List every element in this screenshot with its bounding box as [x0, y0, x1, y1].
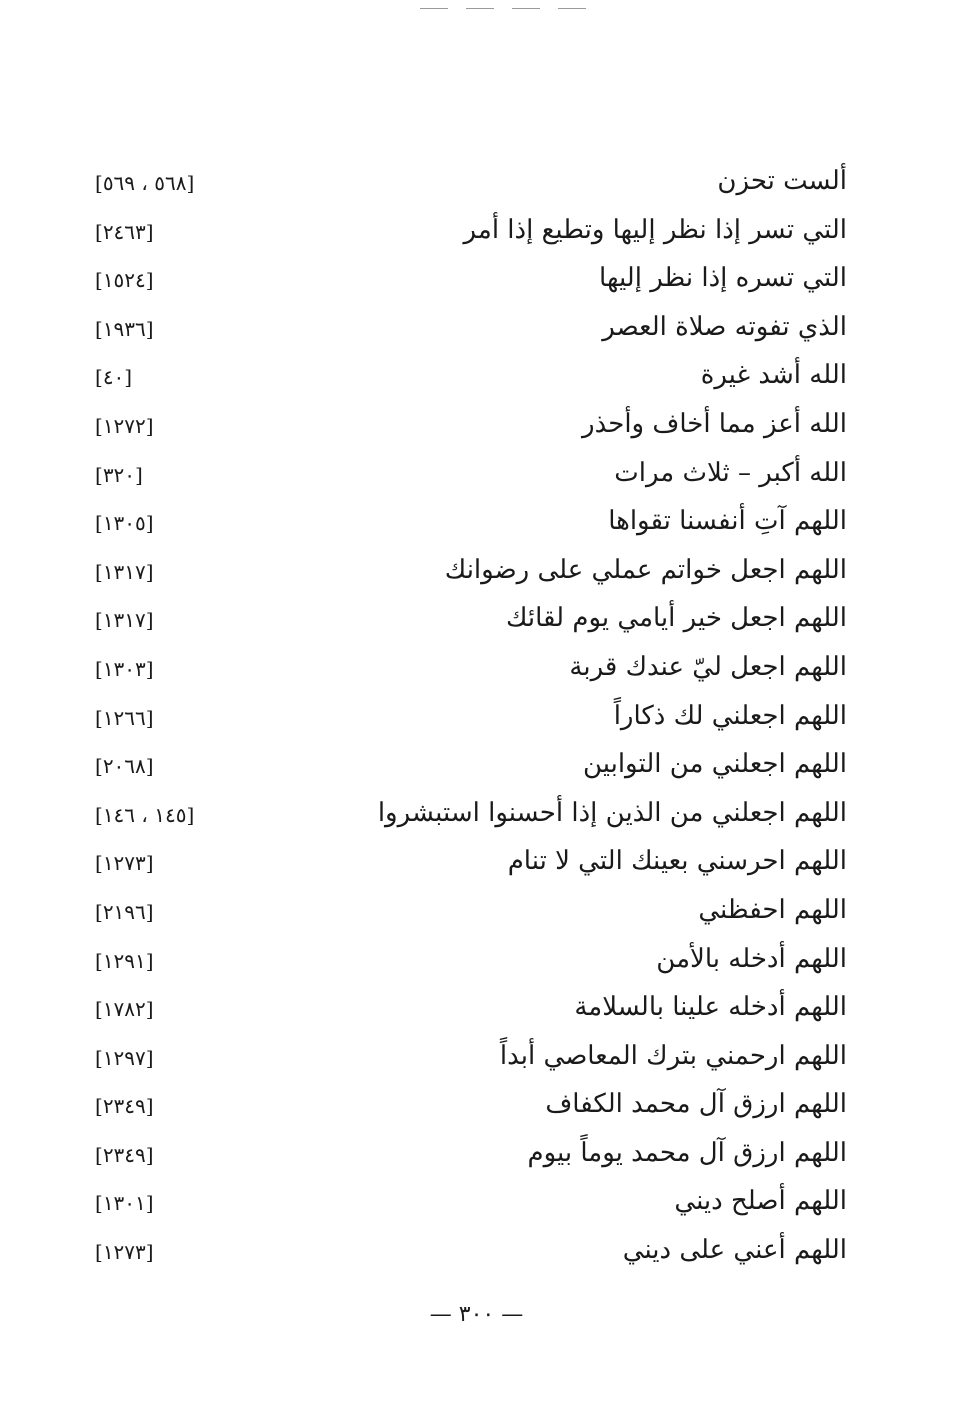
entry-reference: [١٣١٧]	[95, 608, 154, 633]
entry-text: اللهم اجعلني من الذين إذا أحسنوا استبشروا	[377, 797, 847, 828]
entry-text: الله أعز مما أخاف وأحذر	[582, 408, 847, 439]
entry-text: ألست تحزن	[717, 166, 847, 196]
entry-reference: [١٥٢٤]	[95, 268, 154, 293]
entry-reference: [٢٣٤٩]	[95, 1142, 154, 1167]
list-item	[95, 304, 847, 353]
entry-text: اللهم أصلح ديني	[674, 1186, 847, 1217]
list-item	[95, 741, 847, 790]
entry-reference: [٣٢٠]	[95, 462, 143, 487]
entry-text: اللهم ارزق آل محمد يوماً بيوم	[527, 1137, 847, 1168]
entry-reference: [٢٤٦٣]	[95, 219, 154, 244]
entry-text: اللهم آتِ أنفسنا تقواها	[608, 506, 847, 537]
entry-text: التي تسر إذا نظر إليها وتطيع إذا أمر	[463, 214, 847, 245]
list-item	[95, 255, 847, 304]
list-item	[95, 158, 847, 207]
entry-text: اللهم ارحمني بترك المعاصي أبداً	[499, 1040, 847, 1071]
list-item	[95, 887, 847, 936]
entry-text: الله أشد غيرة	[700, 360, 847, 391]
entry-reference: [١٢٦٦]	[95, 705, 154, 730]
entry-text: اللهم أدخله بالأمن	[656, 943, 847, 974]
entry-reference: [١٢٧٣]	[95, 851, 154, 876]
entry-reference: [٢٣٤٩]	[95, 1094, 154, 1119]
list-item	[95, 1178, 847, 1227]
entry-reference: [١٢٩٧]	[95, 1045, 154, 1070]
entry-reference: [١٧٨٢]	[95, 997, 154, 1022]
entry-text: الله أكبر – ثلاث مرات	[614, 457, 847, 488]
entry-text: اللهم اجعل ليّ عندك قربة	[569, 651, 847, 682]
entry-reference: [١٤٥ ، ١٤٦]	[95, 802, 195, 827]
list-item	[95, 1081, 847, 1130]
entry-reference: [١٢٧٢]	[95, 413, 154, 438]
entry-text: اللهم احرسني بعينك التي لا تنام	[507, 846, 847, 877]
list-item	[95, 1130, 847, 1179]
entry-text: اللهم أعني على ديني	[622, 1235, 847, 1266]
entry-reference: [١٣١٧]	[95, 559, 154, 584]
list-item	[95, 644, 847, 693]
list-item	[95, 352, 847, 401]
list-item	[95, 498, 847, 547]
entry-text: اللهم ارزق آل محمد الكفاف	[545, 1089, 847, 1120]
entry-text: اللهم احفظني	[698, 894, 847, 925]
entry-text: اللهم أدخله علينا بالسلامة	[574, 992, 847, 1023]
entry-text: اللهم اجعلني لك ذكاراً	[613, 700, 847, 731]
list-item	[95, 936, 847, 985]
entry-reference: [١٩٣٦]	[95, 316, 154, 341]
entry-reference: [٢١٩٦]	[95, 899, 154, 924]
list-item	[95, 547, 847, 596]
entry-reference: [١٣٠١]	[95, 1191, 154, 1216]
entry-reference: [١٣٠٣]	[95, 656, 154, 681]
list-item	[95, 838, 847, 887]
entry-text: اللهم اجعلني من التوابين	[582, 749, 847, 780]
entry-reference: [١٢٧٣]	[95, 1240, 154, 1265]
list-item	[95, 1033, 847, 1082]
list-item	[95, 1227, 847, 1276]
top-edge-mark	[420, 2, 610, 12]
entry-reference: [٥٦٨ ، ٥٦٩]	[95, 171, 195, 195]
entry-reference: [٤٠]	[95, 365, 133, 390]
entry-text: الذي تفوته صلاة العصر	[602, 311, 847, 342]
entry-text: اللهم اجعل خواتم عملي على رضوانك	[444, 554, 847, 585]
list-item	[95, 207, 847, 256]
list-item	[95, 984, 847, 1033]
list-item	[95, 790, 847, 839]
entry-reference: [١٢٩١]	[95, 948, 154, 973]
entry-reference: [١٣٠٥]	[95, 511, 154, 536]
list-item	[95, 693, 847, 742]
entry-reference: [٢٠٦٨]	[95, 754, 154, 779]
list-item	[95, 401, 847, 450]
entry-text: اللهم اجعل خير أيامي يوم لقائك	[505, 603, 847, 634]
index-list	[95, 158, 847, 1276]
list-item	[95, 595, 847, 644]
entry-text: التي تسره إذا نظر إليها	[599, 263, 847, 294]
list-item	[95, 450, 847, 499]
page-number: — ٣٠٠ —	[429, 1302, 524, 1327]
